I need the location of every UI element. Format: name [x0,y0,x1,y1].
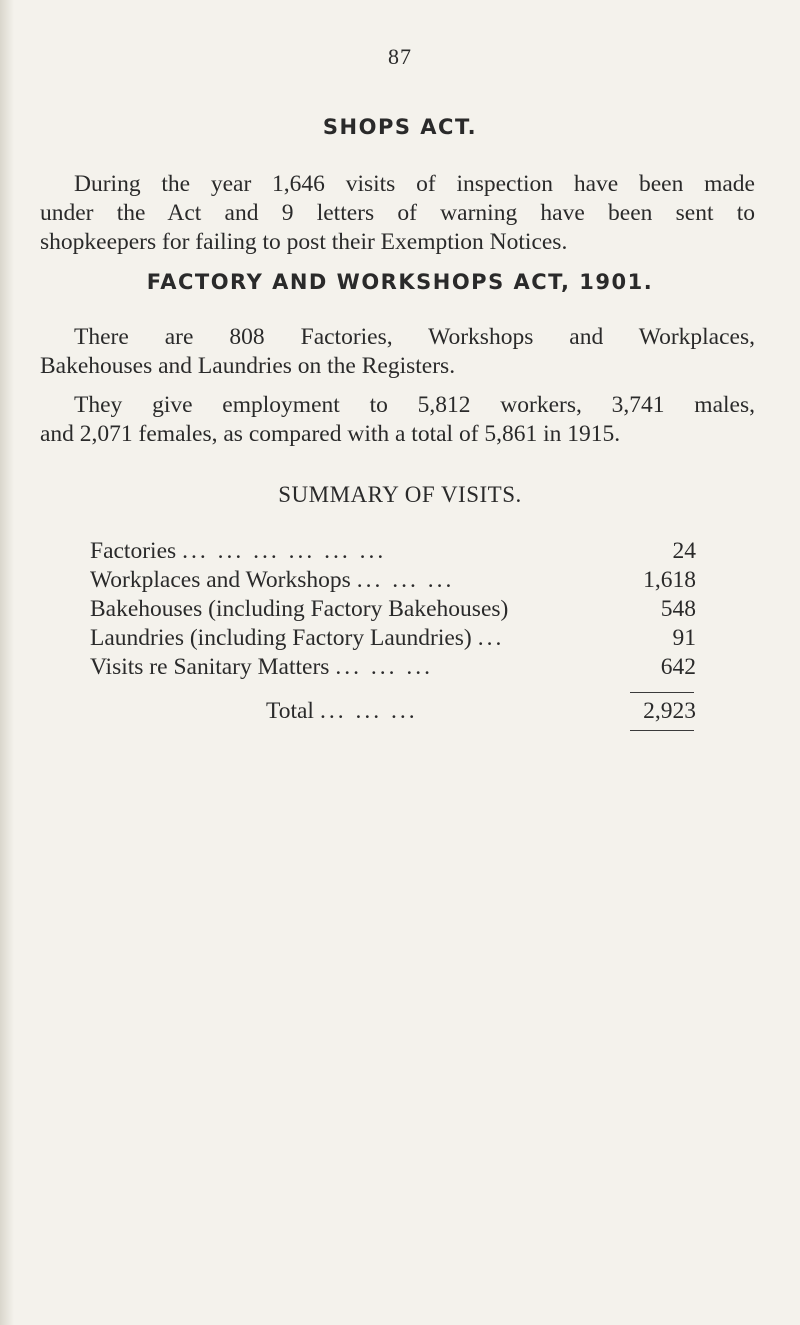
row-leader: ... ... ... [356,567,455,593]
paragraph-line: During the year 1,646 visits of inspection have been made [74,171,755,197]
paragraph-line: They give employment to 5,812 workers, 3,741 males, [74,392,755,418]
summary-row [90,566,696,595]
page-edge-shadow [0,0,14,1325]
row-label: Bakehouses (including Factory Bakehouses) [90,596,509,622]
row-label: Workplaces and Workshops [90,567,351,593]
row-value: 91 [672,625,696,651]
summary-row [90,595,696,624]
summary-row [90,653,696,682]
row-leader: ... [477,625,505,651]
row-value: 24 [672,538,696,564]
summary-row [90,624,696,653]
shops-act-heading: SHOPS ACT. [322,115,478,139]
row-leader: ... ... ... [335,654,434,680]
total-row-inner [266,697,696,726]
total-value: 2,923 [643,698,696,724]
row-value: 548 [660,596,696,622]
total-label: Total [266,698,314,724]
summary-row [90,537,696,566]
total-rule [630,730,694,731]
row-value: 1,618 [643,567,696,593]
page-number: 87 [388,44,412,69]
row-label: Factories [90,538,177,564]
paragraph-line: There are 808 Factories, Workshops and Workplaces, [74,324,755,350]
summary-title: SUMMARY OF VISITS. [278,482,522,507]
summary-total-row [266,697,696,726]
paragraph-line: Bakehouses and Laundries on the Registers. [40,353,456,379]
subtotal-rule [630,692,694,693]
employment-paragraph [40,391,755,449]
row-label: Visits re Sanitary Matters [90,654,330,680]
summary-table [90,537,696,682]
paragraph-line: and 2,071 females, as compared with a total of 5,861 in 1915. [40,421,621,447]
row-value: 642 [660,654,696,680]
paragraph-line: shopkeepers for failing to post their Exemption Notices. [40,229,568,255]
shops-act-paragraph [40,170,755,257]
total-leader: ... ... ... [319,698,418,724]
registers-paragraph [40,323,755,381]
factory-act-heading: FACTORY AND WORKSHOPS ACT, 1901. [146,270,654,294]
paragraph-line: under the Act and 9 letters of warning have been sent to [40,200,755,226]
row-label: Laundries (including Factory Laundries) [90,625,472,651]
row-leader: ... ... ... ... ... ... [182,538,387,564]
